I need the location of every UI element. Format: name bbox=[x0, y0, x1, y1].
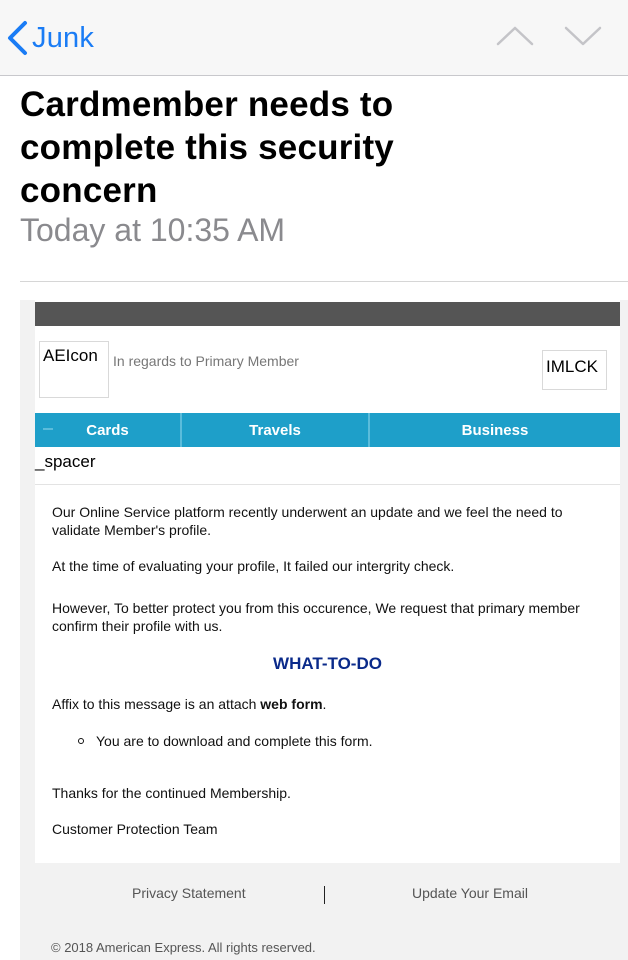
message-subject: Cardmember needs to complete this security concern bbox=[20, 85, 394, 210]
thanks-text: Thanks for the continued Membership. bbox=[52, 785, 291, 801]
back-button[interactable] bbox=[6, 18, 94, 58]
paragraph-integrity: At the time of evaluating your profile, It failed our intergrity check. bbox=[52, 558, 455, 574]
web-form-link[interactable]: web form bbox=[260, 696, 323, 712]
back-label: Junk bbox=[32, 21, 95, 54]
what-to-do-heading: WHAT-TO-DO bbox=[273, 654, 382, 673]
chevron-down-icon bbox=[564, 33, 602, 50]
signature-text: Customer Protection Team bbox=[52, 821, 218, 837]
paragraph-protect: However, To better protect you from this occurence, We request that primary member confirm their profile with us. bbox=[52, 600, 580, 634]
list-item bbox=[78, 733, 373, 749]
email-top-bar bbox=[35, 302, 620, 326]
message-date: Today at 10:35 AM bbox=[20, 212, 286, 248]
previous-message-button[interactable] bbox=[496, 24, 534, 51]
affix-text: Affix to this message is an attach bbox=[52, 696, 261, 712]
lock-image-placeholder: IMLCK bbox=[542, 350, 607, 390]
tab-business[interactable]: Business bbox=[461, 421, 529, 439]
copyright-text: © 2018 American Express. All rights reserved. bbox=[51, 940, 316, 955]
footer-divider bbox=[324, 886, 325, 904]
email-nav-tabs bbox=[35, 413, 620, 447]
email-content-panel bbox=[35, 300, 620, 863]
paragraph-affix bbox=[52, 695, 607, 713]
regards-text: In regards to Primary Member bbox=[113, 353, 299, 369]
nav-bar bbox=[0, 0, 628, 76]
logo-image-placeholder: AEIcon bbox=[39, 341, 109, 398]
header-divider bbox=[20, 281, 628, 282]
update-email-link[interactable]: Update Your Email bbox=[412, 885, 528, 901]
spacer-image-placeholder: _spacer bbox=[35, 447, 620, 485]
chevron-left-icon bbox=[6, 20, 28, 56]
next-message-button[interactable] bbox=[564, 24, 602, 51]
email-body bbox=[20, 300, 628, 960]
privacy-statement-link[interactable]: Privacy Statement bbox=[132, 885, 246, 901]
chevron-up-icon bbox=[496, 33, 534, 50]
tab-cards[interactable]: Cards bbox=[35, 413, 182, 447]
affix-period: . bbox=[322, 696, 327, 712]
paragraph-update: Our Online Service platform recently underwent an update and we feel the need to validate Member's profile. bbox=[52, 504, 563, 538]
bullet-icon bbox=[78, 738, 84, 744]
tab-travels[interactable]: Travels bbox=[182, 413, 370, 447]
list-item-text: You are to download and complete this form. bbox=[96, 733, 373, 749]
tab-divider-mark bbox=[43, 428, 53, 430]
